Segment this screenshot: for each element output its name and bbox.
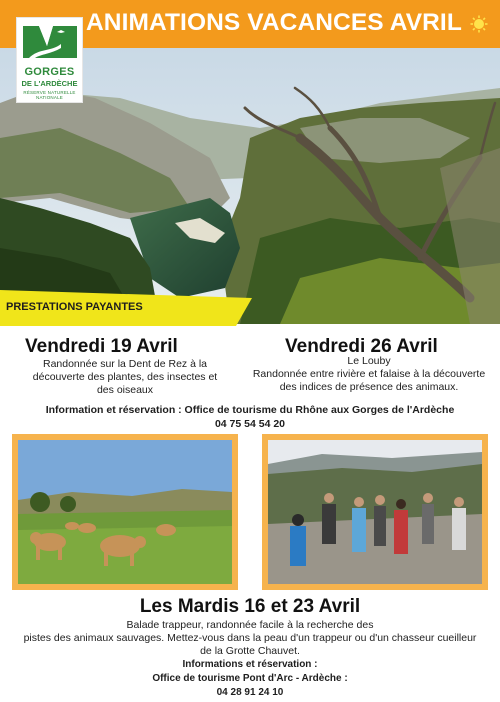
event-2-heading: Vendredi 26 Avril: [285, 336, 438, 357]
bottom-office: Office de tourisme Pont d'Arc - Ardèche :: [152, 673, 348, 684]
cattle-pasture-photo: [12, 434, 238, 590]
paid-services-label: PRESTATIONS PAYANTES: [6, 301, 143, 313]
logo-subtitle: DE L'ARDÈCHE: [21, 79, 78, 88]
event-1-description: [4, 358, 246, 396]
info-reservation-line: Information et réservation : Office de tourisme du Rhône aux Gorges de l'Ardèche: [45, 404, 455, 416]
logo-title: GORGES: [24, 66, 75, 78]
event-2-line: des indices de présence des animaux.: [279, 380, 459, 393]
bottom-event-heading: Les Mardis 16 et 23 Avril: [139, 596, 361, 617]
sun-icon: [470, 15, 488, 33]
event-1-heading: Vendredi 19 Avril: [25, 336, 178, 357]
event-2-line: Le Louby: [347, 355, 391, 367]
info-phone: 04 75 54 54 20: [214, 418, 286, 430]
gorges-ardeche-logo: [16, 17, 83, 103]
event-1-line: Randonnée sur la Dent de Rez à la: [42, 358, 208, 370]
bottom-event-line: pistes des animaux sauvages. Mettez-vous dans la peau d'un trappeur ou d'un chasseur cueilleur: [23, 631, 477, 644]
hikers-group-photo: [262, 434, 488, 590]
bottom-phone: 04 28 91 24 10: [216, 687, 284, 698]
event-1-line: découverte des plantes, des insectes et: [32, 370, 218, 383]
event-2-line: Randonnée entre rivière et falaise à la découverte: [252, 367, 486, 380]
bottom-event-line: de la Grotte Chauvet.: [200, 644, 300, 657]
bottom-info-label: Informations et réservation :: [182, 659, 318, 670]
page-title: ANIMATIONS VACANCES AVRIL: [86, 9, 462, 36]
bottom-event-description: [23, 619, 477, 657]
event-2-description: [238, 355, 500, 393]
event-1-line: des oiseaux: [96, 383, 154, 396]
logo-tagline: RÉSERVE NATURELLE NATIONALE: [23, 90, 76, 100]
bottom-event-line: Balade trappeur, randonnée facile à la recherche des: [126, 619, 374, 631]
gorge-logo-icon: [21, 22, 79, 62]
